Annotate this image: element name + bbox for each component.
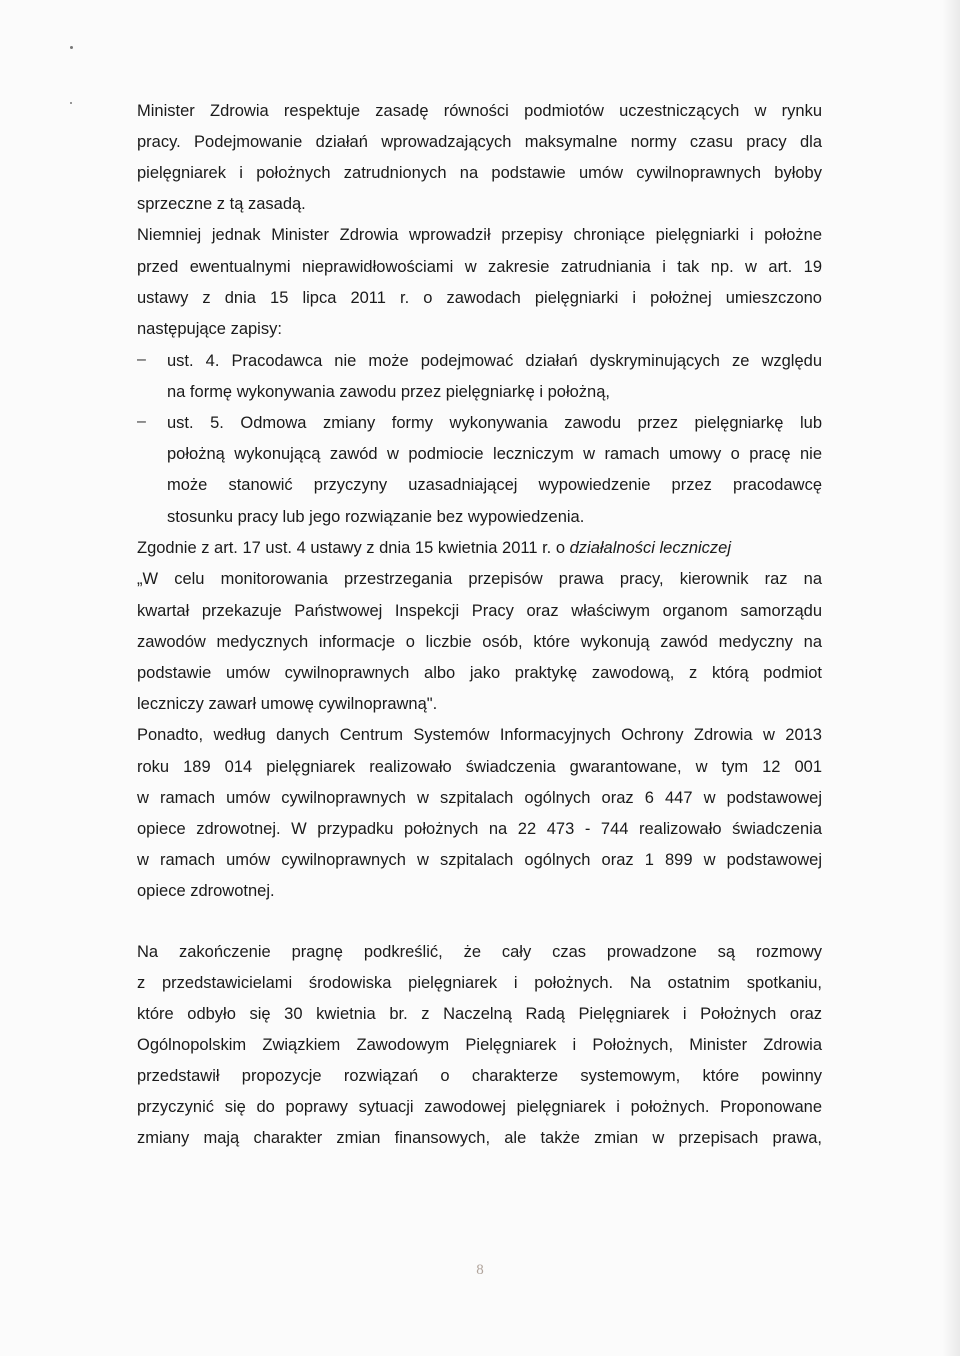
paragraph-4-line-4: Ogólnopolskim Związkiem Zawodowym Pielęgniarek i Położnych, Minister Zdrowia <box>137 1036 822 1054</box>
paragraph-2-line-3: ustawy z dnia 15 lipca 2011 r. o zawodach pielęgniarki i położnej umieszczono <box>137 289 822 307</box>
scan-speck <box>70 102 72 104</box>
paragraph-4-line-5: przedstawił propozycje rozwiązań o charakterze systemowym, które powinny <box>137 1067 822 1085</box>
paragraph-3-line-2: roku 189 014 pielęgniarek realizowało świadczenia gwarantowane, w tym 12 001 <box>137 758 822 776</box>
paragraph-2-line-1: Niemniej jednak Minister Zdrowia wprowadził przepisy chroniące pielęgniarki i położne <box>137 226 822 244</box>
list-item-1-line-2: na formę wykonywania zawodu przez pielęgniarkę i położną, <box>167 383 610 401</box>
reference-italic-title: działalności leczniczej <box>569 539 732 557</box>
scan-speck <box>70 46 73 49</box>
quote-line-3: zawodów medycznych informacje o liczbie osób, które wykonują zawód medyczny na <box>137 633 822 651</box>
paragraph-3-line-5: w ramach umów cywilnoprawnych w szpitalach ogólnych oraz 1 899 w podstawowej <box>137 851 822 869</box>
paragraph-3-line-4: opiece zdrowotnej. W przypadku położnych na 22 473 - 744 realizowało świadczenia <box>137 820 822 838</box>
paragraph-2-line-2: przed ewentualnymi nieprawidłowościami w zakresie zatrudniania i tak np. w art. 19 <box>137 258 822 276</box>
list-bullet: – <box>137 351 146 368</box>
paragraph-1-line-2: pracy. Podejmowanie działań wprowadzających maksymalne normy czasu pracy dla <box>137 133 822 151</box>
paragraph-3-line-6: opiece zdrowotnej. <box>137 882 275 900</box>
reference-text: Zgodnie z art. 17 ust. 4 ustawy z dnia 15 kwietnia 2011 r. o <box>137 539 570 557</box>
paragraph-2-line-4: następujące zapisy: <box>137 320 282 338</box>
quote-line-1: „W celu monitorowania przestrzegania przepisów prawa pracy, kierownik raz na <box>137 570 822 588</box>
list-item-1-line-1: ust. 4. Pracodawca nie może podejmować działań dyskryminujących ze względu <box>167 352 822 370</box>
quote-line-4: podstawie umów cywilnoprawnych albo jako praktykę zawodową, z którą podmiot <box>137 664 822 682</box>
reference-line <box>137 538 731 558</box>
paragraph-1-line-4: sprzeczne z tą zasadą. <box>137 195 306 213</box>
quote-line-2: kwartał przekazuje Państwowej Inspekcji Pracy oraz właściwym organom samorządu <box>137 602 822 620</box>
page-edge-shadow <box>942 0 960 1356</box>
quote-line-5: leczniczy zawarł umowę cywilnoprawną". <box>137 695 438 713</box>
paragraph-4-line-2: z przedstawicielami środowiska pielęgniarek i położnych. Na ostatnim spotkaniu, <box>137 974 822 992</box>
list-item-2-line-3: może stanowić przyczyny uzasadniającej wypowiedzenie przez pracodawcę <box>167 476 822 494</box>
list-item-2-line-2: położną wykonującą zawód w podmiocie leczniczym w ramach umowy o pracę nie <box>167 445 822 463</box>
paragraph-3-line-3: w ramach umów cywilnoprawnych w szpitalach ogólnych oraz 6 447 w podstawowej <box>137 789 822 807</box>
paragraph-1-line-3: pielęgniarek i położnych zatrudnionych na podstawie umów cywilnoprawnych byłoby <box>137 164 822 182</box>
list-item-2-line-4: stosunku pracy lub jego rozwiązanie bez wypowiedzenia. <box>167 508 585 526</box>
list-item-2-line-1: ust. 5. Odmowa zmiany formy wykonywania zawodu przez pielęgniarkę lub <box>167 414 822 432</box>
paragraph-4-line-6: przyczynić się do poprawy sytuacji zawodowej pielęgniarek i położnych. Proponowane <box>137 1098 822 1116</box>
paragraph-4-line-7: zmiany mają charakter zmian finansowych, ale także zmian w przepisach prawa, <box>137 1129 822 1147</box>
paragraph-4-line-1: Na zakończenie pragnę podkreślić, że cały czas prowadzone są rozmowy <box>137 943 822 961</box>
page-number: 8 <box>476 1262 484 1278</box>
list-bullet: – <box>137 413 146 430</box>
paragraph-3-line-1: Ponadto, według danych Centrum Systemów Informacyjnych Ochrony Zdrowia w 2013 <box>137 726 822 744</box>
paragraph-1-line-1: Minister Zdrowia respektuje zasadę równości podmiotów uczestniczących w rynku <box>137 102 822 120</box>
paragraph-4-line-3: które odbyło się 30 kwietnia br. z Naczelną Radą Pielęgniarek i Położnych oraz <box>137 1005 822 1023</box>
